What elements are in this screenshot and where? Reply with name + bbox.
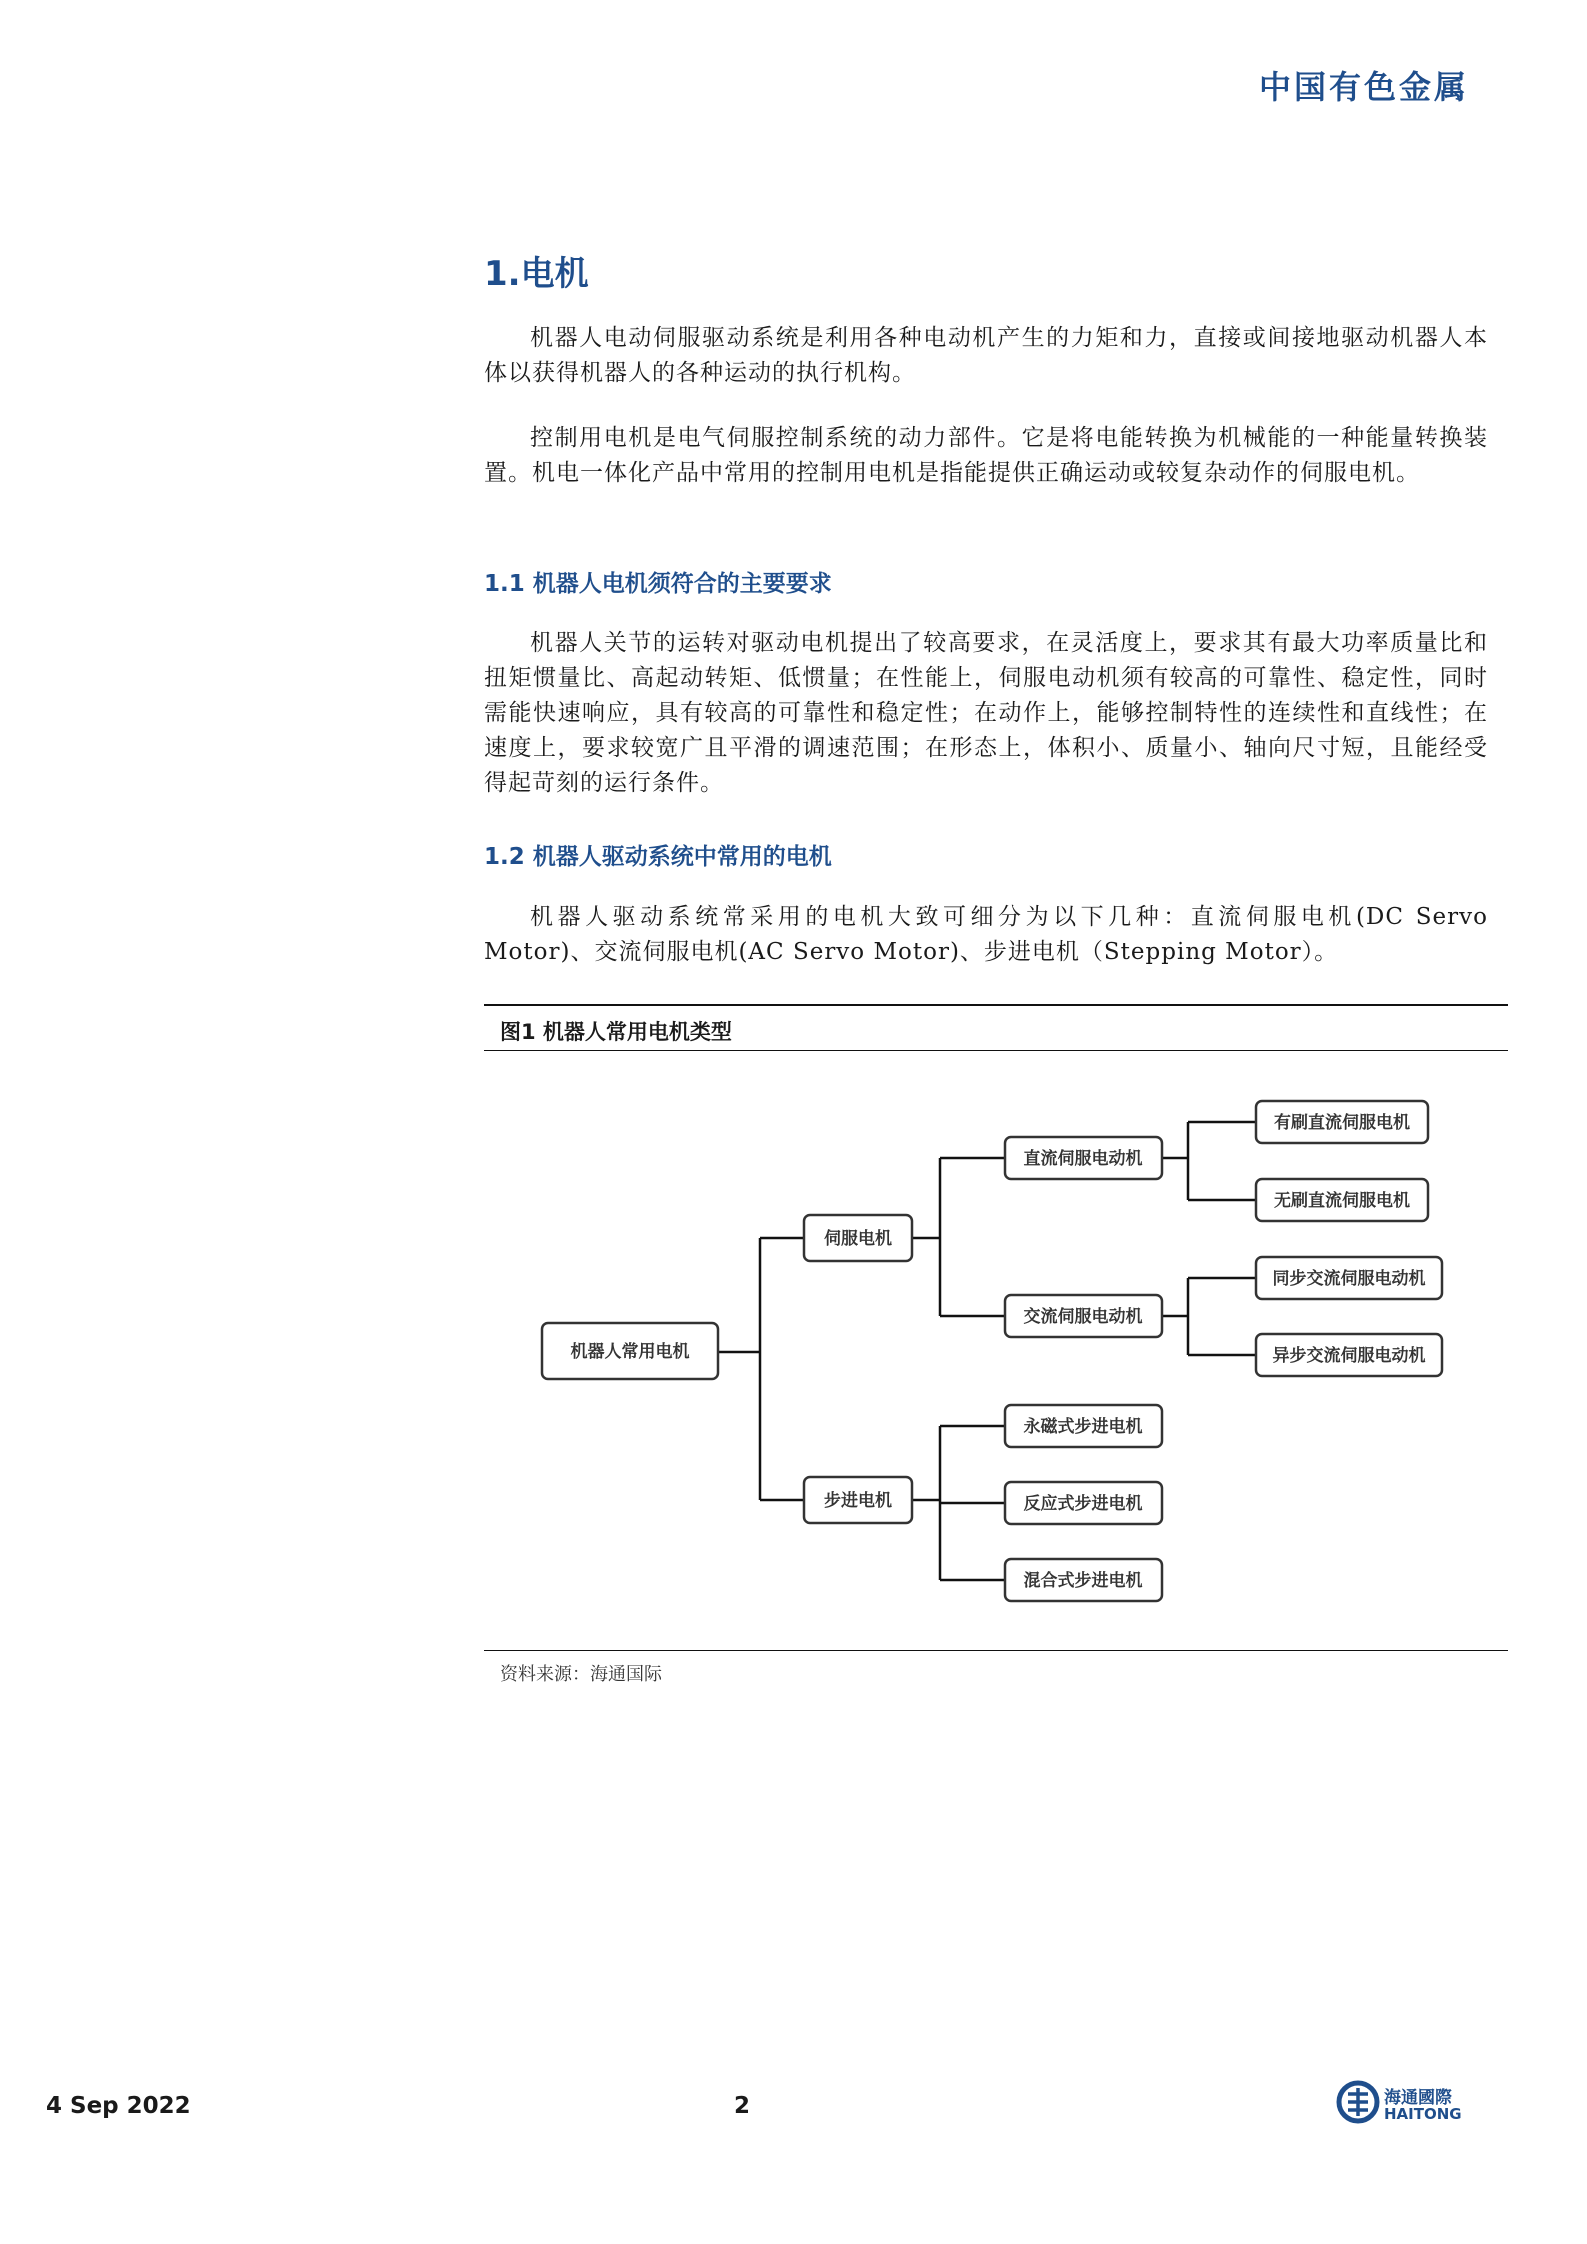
logo-text-chinese: 海通國際 [1384,2088,1452,2108]
node-ac-servo [1005,1295,1162,1337]
svg-text:有刷直流伺服电机: 有刷直流伺服电机 [1274,1113,1410,1133]
svg-text:直流伺服电动机: 直流伺服电动机 [1023,1149,1143,1169]
node-hybrid-stepper [1005,1559,1162,1601]
paragraph-4: 机器人驱动系统常采用的电机大致可细分为以下几种：直流伺服电机(DC Servo Motor)、交流伺服电机(AC Servo Motor)、步进电机（Stepping Motor）。 [484,904,1488,965]
page-number: 2 [734,2093,751,2119]
subsection-title-2: 1.2 机器人驱动系统中常用的电机 [484,844,832,870]
footer-date: 4 Sep 2022 [46,2093,191,2119]
node-servo [804,1215,912,1261]
svg-text:伺服电机: 伺服电机 [824,1229,892,1249]
svg-text:机器人常用电机: 机器人常用电机 [570,1342,690,1362]
figure-title: 图1 机器人常用电机类型 [500,1020,732,1044]
svg-text:混合式步进电机: 混合式步进电机 [1023,1571,1143,1591]
svg-text:异步交流伺服电动机: 异步交流伺服电动机 [1272,1346,1426,1366]
svg-text:永磁式步进电机: 永磁式步进电机 [1023,1417,1143,1437]
node-pm-stepper [1005,1405,1162,1447]
node-sync-ac [1256,1257,1442,1299]
node-brushed-dc [1256,1101,1428,1143]
svg-text:步进电机: 步进电机 [824,1491,892,1511]
node-brushless-dc [1256,1179,1428,1221]
node-root [542,1323,718,1379]
paragraph-3: 机器人关节的运转对驱动电机提出了较高要求，在灵活度上，要求其有最大功率质量比和扭矩惯量比、高起动转矩、低惯量；在性能上，伺服电动机须有较高的可靠性、稳定性，同时需能快速响应，具有较高的可靠性和稳定性；在动作上，能够控制特性的连续性和直线性；在速度上，要求较宽广且平滑的调速范围；在形态上，体积小、质量小、轴向尺寸短，且能经受得起苛刻的运行条件。 [484,630,1488,796]
svg-text:无刷直流伺服电机: 无刷直流伺服电机 [1274,1191,1410,1211]
figure-bottom-rule [484,1650,1508,1651]
node-dc-servo [1005,1137,1162,1179]
svg-text:同步交流伺服电动机: 同步交流伺服电动机 [1272,1269,1426,1289]
logo-text-english: HAITONG [1384,2105,1462,2123]
brand-header: 中国有色金属 [1258,68,1469,106]
node-reactive-stepper [1005,1482,1162,1524]
subsection-title-1: 1.1 机器人电机须符合的主要要求 [484,571,832,597]
paragraph-2: 控制用电机是电气伺服控制系统的动力部件。它是将电能转换为机械能的一种能量转换装置。机电一体化产品中常用的控制用电机是指能提供正确运动或较复杂动作的伺服电机。 [484,425,1488,486]
section-title: 1.电机 [484,254,589,294]
node-async-ac [1256,1334,1442,1376]
paragraph-1: 机器人电动伺服驱动系统是利用各种电动机产生的力矩和力，直接或间接地驱动机器人本体以获得机器人的各种运动的执行机构。 [484,325,1488,386]
svg-text:交流伺服电动机: 交流伺服电动机 [1023,1307,1143,1327]
tree-connectors [718,1122,1256,1580]
node-stepper [804,1477,912,1523]
haitong-logo-icon [1336,2080,1380,2124]
figure-source: 资料来源：海通国际 [500,1664,662,1685]
svg-text:反应式步进电机: 反应式步进电机 [1023,1494,1143,1514]
